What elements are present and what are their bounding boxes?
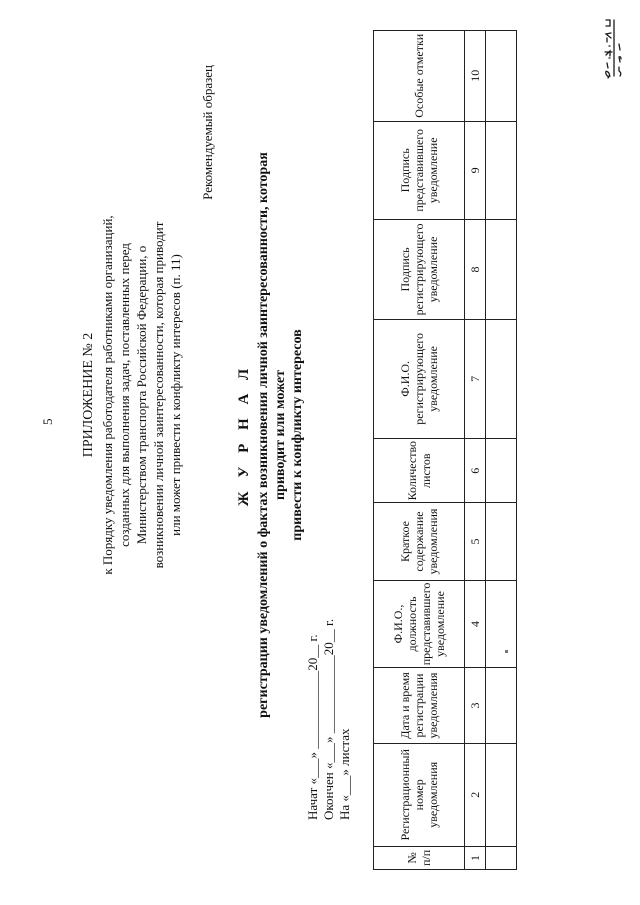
annex-line: к Порядку уведомления работодателя работниками организаций, <box>100 215 115 575</box>
table-header-cell: Ф.И.О. регистрирующего уведомление <box>374 319 465 438</box>
table-header-cell: Особые отметки <box>374 31 465 122</box>
column-number-cell: 10 <box>465 31 486 122</box>
scan-speck <box>505 650 508 653</box>
column-number-cell: 1 <box>465 846 486 869</box>
table-header-cell: Ф.И.О., должность представившего уведомление <box>374 580 465 668</box>
empty-cell <box>486 846 517 869</box>
table-number-row <box>465 31 486 870</box>
table-header-row <box>374 31 465 870</box>
table-empty-row <box>486 31 517 870</box>
column-number-cell: 6 <box>465 438 486 502</box>
column-number-cell: 9 <box>465 121 486 220</box>
column-number-cell: 7 <box>465 319 486 438</box>
column-number-cell: 4 <box>465 580 486 668</box>
empty-cell <box>486 121 517 220</box>
annex-line: созданных для выполнения задач, поставленных перед <box>117 243 132 547</box>
table-header-cell: № п/п <box>374 846 465 869</box>
finished-line: Окончен «___» ____________20__ г. <box>321 618 336 820</box>
annex-line: или может привести к конфликту интересов (п. 11) <box>168 254 183 536</box>
column-number-cell: 8 <box>465 220 486 320</box>
journal-subtitle-line: регистрации уведомлений о фактах возникновения личной заинтересованности, которая приводит или может <box>256 152 288 718</box>
column-number-cell: 2 <box>465 743 486 846</box>
annex-line: Министерством транспорта Российской Федерации, о <box>134 245 149 545</box>
annex-block <box>80 115 184 675</box>
empty-cell <box>486 743 517 846</box>
table-header-cell: Регистрационный номер уведомления <box>374 743 465 846</box>
registration-table <box>373 30 517 870</box>
page-number: 5 <box>40 418 55 425</box>
table-header-cell: Подпись регистрирующего уведомление <box>374 220 465 320</box>
annex-title: ПРИЛОЖЕНИЕ № 2 <box>81 332 96 458</box>
empty-cell <box>486 503 517 580</box>
column-number-cell: 3 <box>465 668 486 743</box>
empty-cell <box>486 319 517 438</box>
empty-cell <box>486 668 517 743</box>
column-number-cell: 5 <box>465 503 486 580</box>
sheets-line: На «___» листах <box>337 728 352 820</box>
table-header-cell: Количество листов <box>374 438 465 502</box>
table-header-cell: Подпись представившего уведомление <box>374 121 465 220</box>
journal-subtitle-line: привести к конфликту интересов <box>290 329 305 541</box>
annex-line: возникновении личной заинтересованности, которая приводит <box>151 221 166 569</box>
table-header-cell: Краткое содержание уведомления <box>374 503 465 580</box>
empty-cell <box>486 580 517 668</box>
journal-title: Ж У Р Н А Л <box>236 363 252 507</box>
empty-cell <box>486 438 517 502</box>
journal-heading <box>236 125 306 745</box>
empty-cell <box>486 220 517 320</box>
table-header-cell: Дата и время регистрации уведомления <box>374 668 465 743</box>
handwritten-note-icon <box>602 14 632 84</box>
empty-cell <box>486 31 517 122</box>
sample-label: Рекомендуемый образец <box>200 65 215 200</box>
started-line: Начат «___» ____________20__ г. <box>305 634 320 820</box>
journal-dates <box>305 619 353 820</box>
